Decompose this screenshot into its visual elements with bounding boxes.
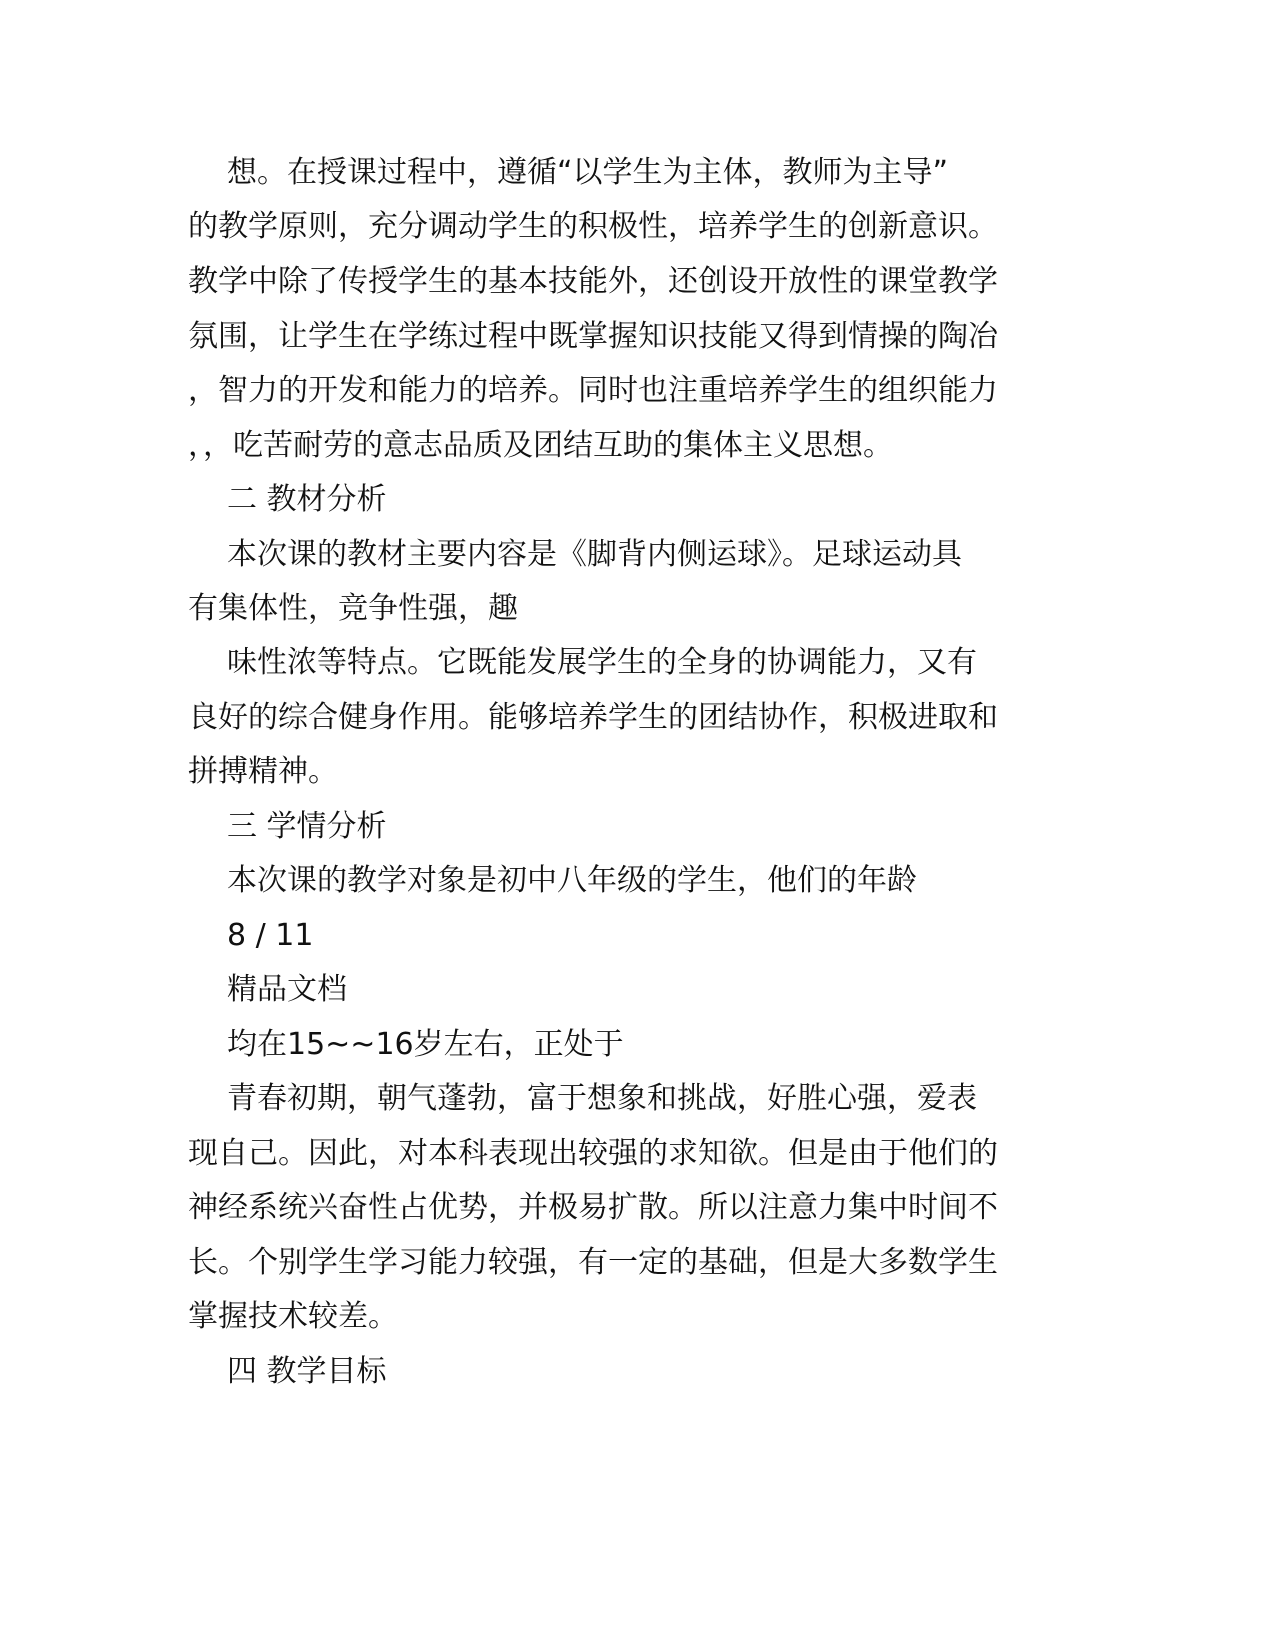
text-line: 均在15~~16岁左右，正处于 (227, 1027, 624, 1062)
text-line: 掌握技术较差。 (188, 1299, 398, 1334)
text-line: 教学中除了传授学生的基本技能外，还创设开放性的课堂教学 (188, 264, 998, 299)
text-line: 想。在授课过程中，遵循“以学生为主体，教师为主导” (227, 155, 949, 190)
text-line: 本次课的教学对象是初中八年级的学生，他们的年龄 (227, 863, 917, 898)
document-label: 精品文档 (227, 972, 347, 1007)
text-line: ，智力的开发和能力的培养。同时也注重培养学生的组织能力 (188, 373, 998, 408)
page-number: 8 / 11 (227, 918, 314, 953)
text-line: 神经系统兴奋性占优势，并极易扩散。所以注意力集中时间不 (188, 1190, 998, 1225)
text-line: ，，吃苦耐劳的意志品质及团结互助的集体主义思想。 (188, 428, 893, 463)
text-line: 的教学原则，充分调动学生的积极性，培养学生的创新意识。 (188, 209, 998, 244)
text-line: 青春初期，朝气蓬勃，富于想象和挑战，好胜心强，爱表 (227, 1081, 977, 1116)
section-heading: 二 教材分析 (227, 482, 387, 517)
text-line: 本次课的教材主要内容是《脚背内侧运球》。足球运动具 (227, 537, 962, 572)
text-line: 味性浓等特点。它既能发展学生的全身的协调能力，又有 (227, 645, 977, 680)
text-line: 现自己。因此，对本科表现出较强的求知欲。但是由于他们的 (188, 1136, 998, 1171)
text-line: 长。个别学生学习能力较强，有一定的基础，但是大多数学生 (188, 1245, 998, 1280)
section-heading: 三 学情分析 (227, 809, 387, 844)
text-line: 拼搏精神。 (188, 754, 338, 789)
text-line: 良好的综合健身作用。能够培养学生的团结协作，积极进取和 (188, 700, 998, 735)
text-line: 氛围，让学生在学练过程中既掌握知识技能又得到情操的陶冶 (188, 319, 998, 354)
section-heading: 四 教学目标 (227, 1354, 387, 1389)
text-line: 有集体性，竞争性强，趣 (188, 591, 518, 626)
